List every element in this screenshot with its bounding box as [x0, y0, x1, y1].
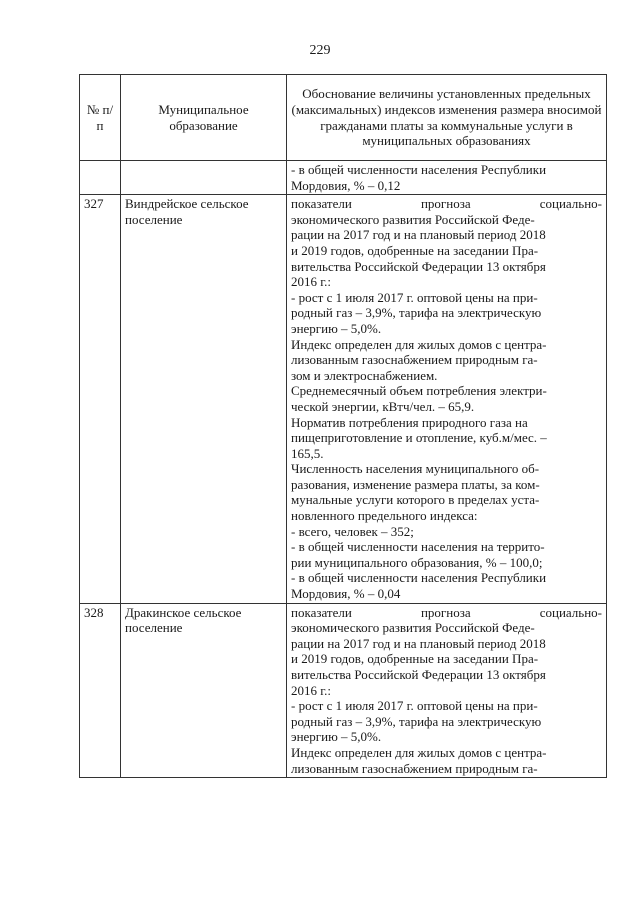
- text-line: Мордовия, % – 0,04: [291, 586, 401, 602]
- row-number: 328: [80, 603, 121, 778]
- text-line: - рост с 1 июля 2017 г. оптовой цены на при-: [291, 289, 538, 305]
- table-row: [80, 603, 607, 778]
- row-number: 327: [80, 195, 121, 603]
- text-line: Среднемесячный объем потребления электри-: [291, 383, 547, 399]
- header-justification: Обоснование величины установленных предельных (максимальных) индексов изменения размера вносимой гражданами платы за коммунальные услуги в муниципальных образованиях: [287, 75, 607, 161]
- text-line: ческой энергии, кВтч/чел. – 65,9.: [291, 398, 475, 414]
- text-line: энергию – 5,0%.: [291, 320, 382, 336]
- text-line: - всего, человек – 352;: [291, 523, 414, 539]
- row-municipality: Виндрейское сельское поселение: [121, 195, 287, 603]
- row-justification: [287, 603, 607, 778]
- continuation-num-cell: [80, 161, 121, 195]
- continuation-municipality-cell: [121, 161, 287, 195]
- table-row: [80, 195, 607, 603]
- text-line: зом и электроснабжением.: [291, 367, 438, 383]
- text-line: Численность населения муниципального об-: [291, 461, 540, 477]
- text-line: - в общей численности населения на террито-: [291, 539, 545, 555]
- text-line: экономического развития Российской Феде-: [291, 211, 535, 227]
- page-number: 229: [309, 43, 331, 58]
- text-line: 165,5.: [291, 445, 324, 461]
- header-municipality: Муниципальное образование: [121, 75, 287, 161]
- tariff-index-table: [79, 74, 607, 778]
- row-municipality: Дракинское сельское поселение: [121, 603, 287, 778]
- text-line: - рост с 1 июля 2017 г. оптовой цены на при-: [291, 698, 538, 714]
- text-line: разования, изменение размера платы, за ком-: [291, 476, 540, 492]
- text-line: рации на 2017 год и на плановый период 2018: [291, 227, 546, 243]
- text-line: Мордовия, % – 0,12: [291, 177, 401, 193]
- text-line: энергию – 5,0%.: [291, 729, 382, 745]
- table-header-row: [80, 75, 607, 161]
- text-line: 2016 г.:: [291, 682, 331, 698]
- text-line: показатели прогноза социально-: [291, 604, 602, 620]
- text-line: родный газ – 3,9%, тарифа на электрическую: [291, 305, 542, 321]
- text-line: - в общей численности населения Республики: [291, 570, 547, 586]
- text-line: Норматив потребления природного газа на: [291, 414, 528, 430]
- continuation-text-cell: [287, 161, 607, 195]
- text-line: мунальные услуги которого в пределах уста-: [291, 492, 540, 508]
- text-line: пищеприготовление и отопление, куб.м/мес. –: [291, 430, 547, 446]
- text-line: рии муниципального образования, % – 100,0;: [291, 554, 543, 570]
- text-line: вительства Российской Федерации 13 октября: [291, 258, 546, 274]
- text-line: экономического развития Российской Феде-: [291, 620, 535, 636]
- row-justification: [287, 195, 607, 603]
- text-line: Индекс определен для жилых домов с центра-: [291, 336, 547, 352]
- text-line: рации на 2017 год и на плановый период 2018: [291, 635, 546, 651]
- text-line: 2016 г.:: [291, 274, 331, 290]
- text-line: и 2019 годов, одобренные на заседании Пра-: [291, 651, 539, 667]
- text-line: новленного предельного индекса:: [291, 508, 478, 524]
- text-line: лизованным газоснабжением природным га-: [291, 760, 538, 776]
- text-line: вительства Российской Федерации 13 октября: [291, 667, 546, 682]
- text-line: показатели прогноза социально-: [291, 196, 602, 212]
- text-line: родный газ – 3,9%, тарифа на электрическую: [291, 713, 542, 729]
- text-line: и 2019 годов, одобренные на заседании Пра-: [291, 242, 539, 258]
- text-line: Индекс определен для жилых домов с центра-: [291, 744, 547, 760]
- text-line: - в общей численности населения Республики: [291, 162, 547, 177]
- continuation-row: [80, 161, 607, 195]
- header-number: № п/п: [80, 75, 121, 161]
- text-line: лизованным газоснабжением природным га-: [291, 352, 538, 368]
